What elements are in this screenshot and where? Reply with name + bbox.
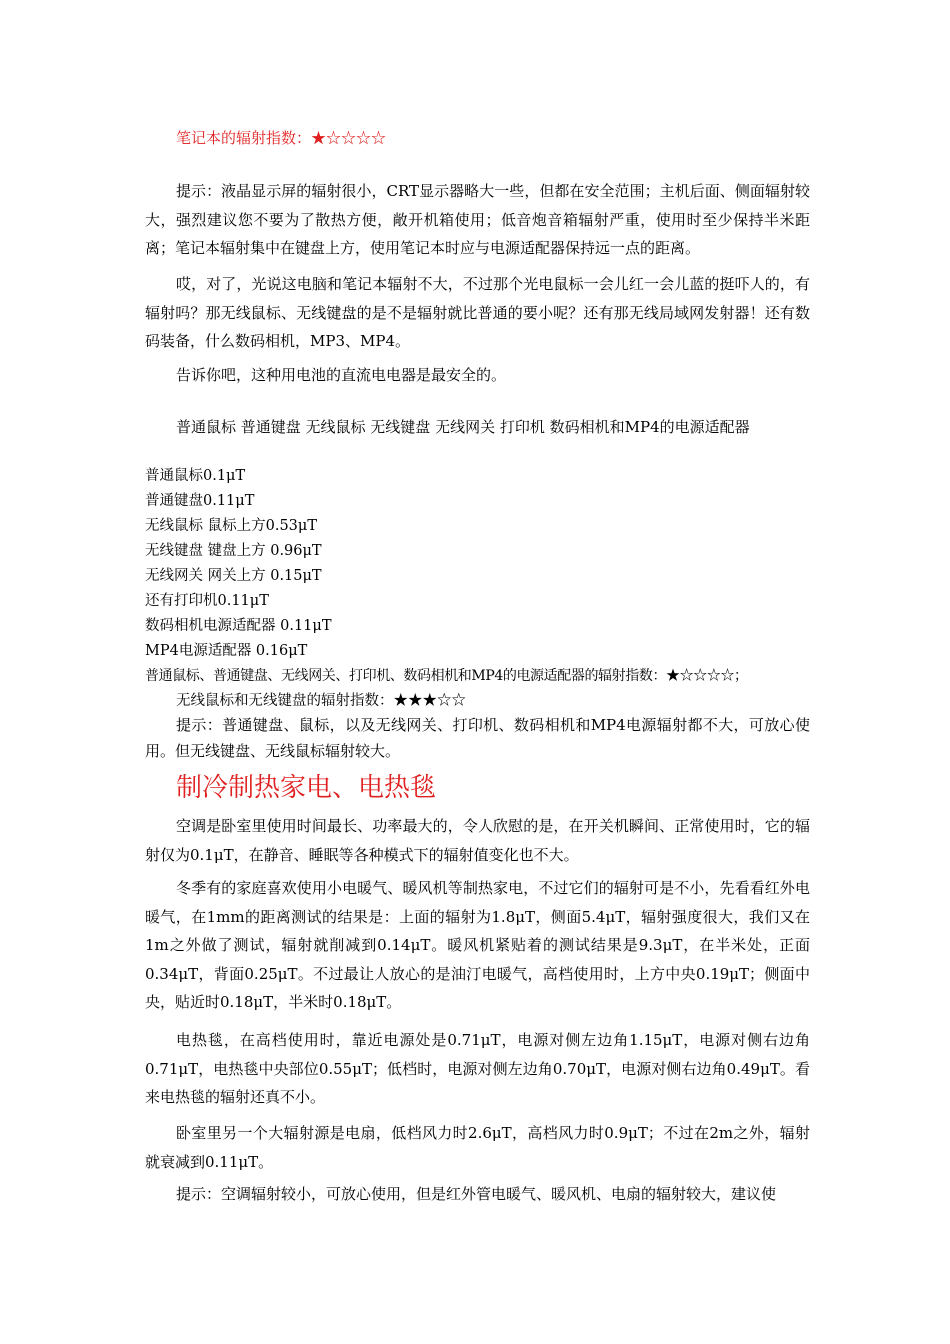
notebook-radiation-rating: 笔记本的辐射指数：★☆☆☆☆ [176,129,387,147]
device-list-header: 普通鼠标 普通键盘 无线鼠标 无线键盘 无线网关 打印机 数码相机和MP4的电源适配器 [176,418,750,436]
measurement-line: 数码相机电源适配器 0.11μT [145,618,332,634]
measurement-line: 普通键盘0.11μT [145,493,255,509]
paragraph-electric-blanket: 电热毯，在高档使用时，靠近电源处是0.71μT，电源对侧左边角1.15μT，电源对侧右边角0.71μT，电热毯中央部位0.55μT；低档时，电源对侧左边角0.70μT，电源对侧右边角0.49μT。看来电热毯的辐射还真不小。 [145,1031,810,1106]
section-heading: 制冷制热家电、电热毯 [176,773,437,803]
measurement-line: 普通鼠标0.1μT [145,468,246,484]
paragraph-heaters: 冬季有的家庭喜欢使用小电暖气、暖风机等制热家电，不过它们的辐射可是不小，先看看红外电暖气，在1mm的距离测试的结果是：上面的辐射为1.8μT，侧面5.4μT，辐射强度很大，我们又在1m之外做了测试，辐射就削减到0.14μT。暖风机紧贴着的测试结果是9.3μT，在半米处，正面0.34μT，背面0.25μT。不过最让人放心的是油汀电暖气，高档使用时，上方中央0.19μT；侧面中央，贴近时0.18μT，半米时0.18μT。 [145,879,810,1011]
measurement-line: 无线键盘 键盘上方 0.96μT [145,543,322,559]
measurement-line: 无线网关 网关上方 0.15μT [145,568,322,584]
tip-paragraph-peripherals: 提示：普通键盘、鼠标，以及无线网关、打印机、数码相机和MP4电源辐射都不大，可放心使用。但无线键盘、无线鼠标辐射较大。 [145,716,810,760]
tip-paragraph-monitor: 提示：液晶显示屏的辐射很小，CRT显示器略大一些，但都在安全范围；主机后面、侧面辐射较大，强烈建议您不要为了散热方便，敞开机箱使用；低音炮音箱辐射严重，使用时至少保持半米距离；笔记本辐射集中在键盘上方，使用笔记本时应与电源适配器保持远一点的距离。 [145,182,810,257]
paragraph-air-conditioner: 空调是卧室里使用时间最长、功率最大的，令人欣慰的是，在开关机瞬间、正常使用时，它的辐射仅为0.1μT，在静音、睡眠等各种模式下的辐射值变化也不大。 [145,817,810,864]
measurement-line: 还有打印机0.11μT [145,593,269,609]
paragraph-battery-safe: 告诉你吧，这种用电池的直流电电器是最安全的。 [176,366,507,384]
wireless-radiation-rating: 无线鼠标和无线键盘的辐射指数：★★★☆☆ [176,693,466,709]
measurement-line: MP4电源适配器 0.16μT [145,643,308,659]
tip-paragraph-heating: 提示：空调辐射较小，可放心使用，但是红外管电暖气、暖风机、电扇的辐射较大，建议使 [176,1185,777,1203]
peripherals-radiation-rating: 普通鼠标、普通键盘、无线网关、打印机、数码相机和MP4的电源适配器的辐射指数：★☆☆☆☆； [145,668,748,684]
measurement-line: 无线鼠标 鼠标上方0.53μT [145,518,317,534]
paragraph-electric-fan: 卧室里另一个大辐射源是电扇，低档风力时2.6μT，高档风力时0.9μT；不过在2m之外，辐射就衰减到0.11μT。 [145,1124,810,1171]
paragraph-optical-mouse: 哎，对了，光说这电脑和笔记本辐射不大，不过那个光电鼠标一会儿红一会儿蓝的挺吓人的，有辐射吗？那无线鼠标、无线键盘的是不是辐射就比普通的要小呢？还有那无线局域网发射器！还有数码装备，什么数码相机，MP3、MP4。 [145,275,810,350]
